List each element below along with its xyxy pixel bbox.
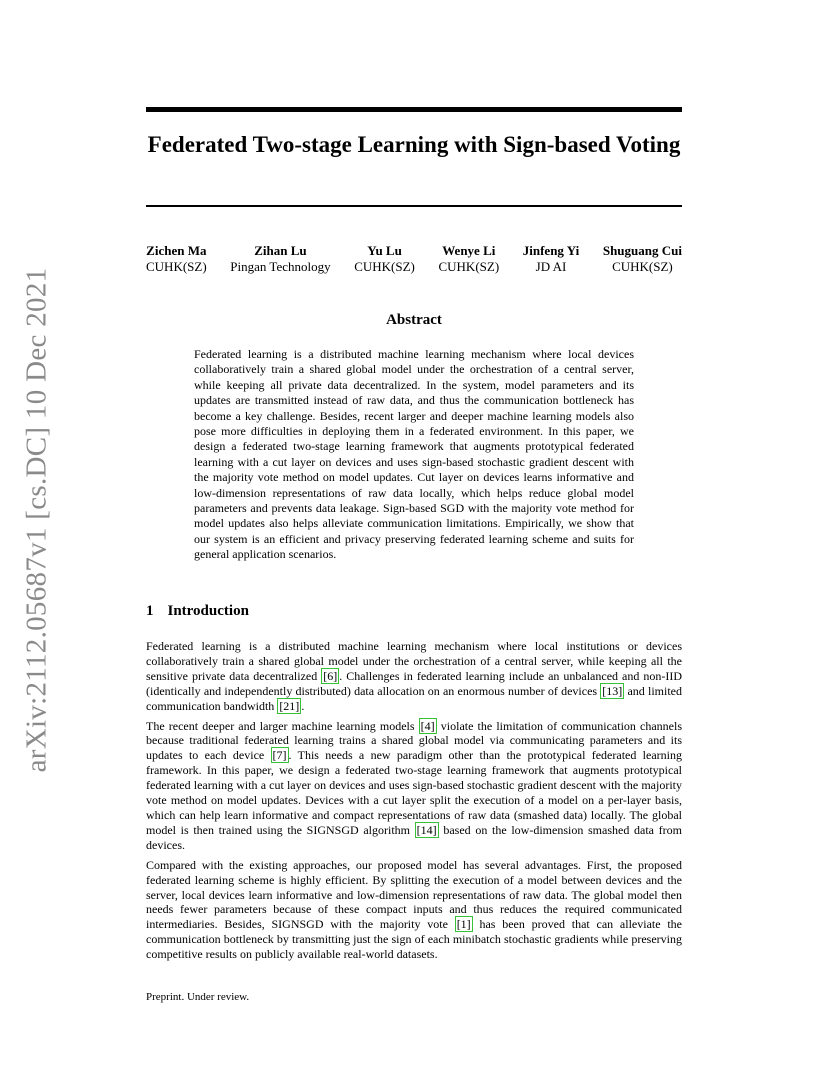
author-name: Jinfeng Yi [522,243,580,258]
author [354,243,415,275]
title-top-rule [146,107,682,112]
citation-link[interactable]: [21] [279,698,300,713]
paragraph [146,719,682,853]
abstract-heading: Abstract [386,312,442,328]
author [523,243,579,275]
citation-link[interactable]: [4] [420,718,435,733]
paragraph-text: . Challenges in federated learning include an unbalanced and non-IID (identically and independently distributed) data allocation on an enormous number of devices [146,668,682,698]
author-name: Shuguang Cui [602,243,682,258]
paragraph-text: has been proved that can alleviate the communication bottleneck by transmitting just the sign of each minibatch stochastic gradients while preserving competitive results on publicly available real-world datasets. [146,917,682,962]
citation-link[interactable]: [1] [456,917,471,932]
author [603,243,682,275]
paragraph-text: based on the low-dimension smashed data from devices. [146,822,682,852]
author-name: Yu Lu [367,243,402,258]
author-name: Zichen Ma [146,243,207,258]
paragraph-text: violate the limitation of communication channels because traditional federated learning trains a shared global model via communicating parameters and its updates to each device [146,718,683,763]
author-name: Zihan Lu [254,243,307,258]
paragraph [146,858,682,962]
author-list [146,243,682,275]
paper-title: Federated Two-stage Learning with Sign-based Voting [147,132,681,157]
paragraph [146,639,682,714]
author-affiliation: CUHK(SZ) [146,259,207,274]
author [230,243,330,275]
paragraph-text: Federated learning is a distributed machine learning mechanism where local institutions or devices collaboratively train a shared global model under the orchestration of a central server, while keeping all the sensitive private data decentralized [146,639,682,683]
introduction-body [146,639,682,967]
citation-link[interactable]: [7] [272,748,287,763]
author-affiliation: CUHK(SZ) [612,259,673,274]
title-bottom-rule [146,205,682,207]
citation-link[interactable]: [6] [323,668,338,683]
citation-link[interactable]: [13] [602,683,623,698]
footer-note: Preprint. Under review. [146,991,250,1003]
paragraph-text: . This needs a new paradigm other than the prototypical federated learning framework. In this paper, we design a federated two-stage learning framework that augments prototypical federated learning with a cut layer on devices and uses sign-based stochastic gradient descent with the majority vote method on model updates. Devices with a cut layer split the execution of a model on a per-layer basis, which can help learn informative and compact representations of raw data (smashed data) locally. The global model is then trained using the SIGNSGD algorithm [146,748,683,837]
section-heading [146,603,249,620]
author [146,243,207,275]
author-affiliation: JD AI [535,259,567,274]
paragraph-text: . [301,698,305,713]
abstract-body: Federated learning is a distributed machine learning mechanism where local devices collaboratively train a shared global model under the orchestration of a central server, while keeping all private data decentralized. In the system, model parameters and its updates are transmitted instead of raw data, and thus the communication bottleneck has become a key challenge. Besides, recent larger and deeper machine learning models also pose more difficulties in deploying them in a federated environment. In this paper, we design a federated two-stage learning framework that augments prototypical federated learning with a cut layer on devices and uses sign-based stochastic gradient descent with the majority vote method on model updates. Cut layer on devices learns informative and low-dimension representations of raw data locally, which helps reduce global model parameters and prevents data leakage. Sign-based SGD with the majority vote method for model updates also helps alleviate communication limitations. Empirically, we show that our system is an efficient and privacy preserving federated learning scheme and suits for general application scenarios. [194,347,634,562]
author-name: Wenye Li [442,243,496,258]
citation-link[interactable]: [14] [416,822,437,837]
author [438,243,499,275]
author-affiliation: CUHK(SZ) [438,259,500,274]
section-number: 1 [146,603,154,619]
author-affiliation: Pingan Technology [230,259,331,274]
author-affiliation: CUHK(SZ) [354,259,415,274]
arxiv-identifier: arXiv:2112.05687v1 [cs.DC] 10 Dec 2021 [20,267,53,773]
paragraph-text: The recent deeper and larger machine learning models [146,718,419,733]
paragraph-text: Compared with the existing approaches, our proposed model has several advantages. First, the proposed federated learning scheme is highly efficient. By splitting the execution of a model between devices and the server, local devices learn informative and low-dimension representations of raw data. The global model then needs fewer parameters because of these compact inputs and thus reduces the required communicated intermediaries. Besides, SIGNSGD with the majority vote [146,857,682,932]
section-title: Introduction [167,603,249,619]
paragraph-text: and limited communication bandwidth [146,683,682,713]
